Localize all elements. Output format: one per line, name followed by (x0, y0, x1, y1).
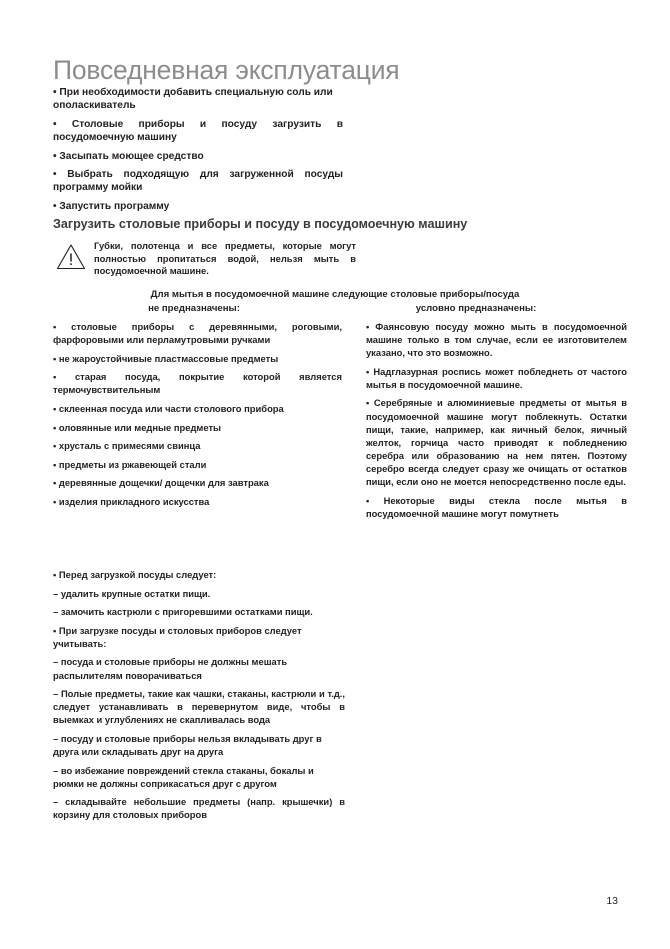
list-item: • Надглазурная роспись может побледнеть от частого мытья в посудомоечной машине. (365, 365, 627, 390)
list-item: • не жароустойчивые пластмассовые предметы (53, 352, 279, 364)
list-item: • хрусталь с примесями свинца (53, 440, 201, 452)
list-item: – посуду и столовые приборы нельзя вкладывать друг в друга или складывать друг на друга (53, 732, 322, 758)
section-heading: Загрузить столовые приборы и посуду в посудомоечную машину (53, 217, 468, 231)
loading-notes-block (53, 568, 345, 827)
page-number: 13 (606, 895, 618, 907)
list-item: – удалить крупные остатки пищи. (53, 587, 211, 599)
comparison-columns (53, 320, 627, 525)
list-item: • Перед загрузкой посуды следует: (53, 569, 217, 580)
table-column-headers (53, 303, 617, 314)
list-item: – замочить кастрюли с пригоревшими остатками пищи. (53, 606, 313, 618)
table-main-header: Для мытья в посудомоечной машине следующие столовые приборы/посуда (150, 289, 520, 300)
list-item: • Выбрать подходящую для загруженной посуды программу мойки (53, 169, 343, 194)
list-item: • столовые приборы с деревянными, роговыми, фарфоровыми или перламутровыми ручками (53, 321, 342, 346)
list-item: • При необходимости добавить специальную соль или ополаскиватель (53, 87, 333, 112)
warning-triangle-icon (56, 243, 86, 270)
column-conditionally-suitable (366, 320, 627, 525)
list-item: • Засыпать моющее средство (53, 150, 204, 162)
warning-note-text: Губки, полотенца и все предметы, которые могут полностью пропитаться водой, нельзя мыть в посудомоечной машине. (94, 240, 356, 277)
list-item: • Запустить программу (53, 200, 170, 212)
warning-note (56, 240, 356, 278)
list-item: • При загрузке посуды и столовых приборов следует учитывать: (53, 624, 302, 649)
list-item: • Фаянсовую посуду можно мыть в посудомоечной машине только в том случае, если ее изготовителем указано, что это возможно. (365, 321, 627, 359)
list-item: – Полые предметы, такие как чашки, стаканы, кастрюли и т.д., следует устанавливать в перевернутом виде, чтобы в выемках и углублениях не скапливалась вода (53, 688, 345, 726)
list-item: • Серебряные и алюминиевые предметы от мытья в посудомоечной машине могут поблекнуть. Остатки пищи, такие, например, как яичный белок, яичный желток, горчица часто приводят к побледнению серебра или образованию на нем пятен. Поэтому серебро всегда следует сразу же очищать от остатков пищи, если оно не моется непосредственно после еды. (365, 397, 627, 488)
column-header-not-suitable: не предназначены: (148, 303, 240, 314)
list-item: • склеенная посуда или части столового прибора (53, 402, 284, 414)
list-item: • старая посуда, покрытие которой является термочувствительным (53, 371, 342, 396)
list-item: – посуда и столовые приборы не должны мешать распылителям поворачиваться (53, 656, 288, 681)
list-item: – во избежание повреждений стекла стаканы, бокалы и рюмки не должны соприкасаться друг с другом (53, 764, 314, 789)
column-header-conditionally-suitable: условно предназначены: (415, 303, 537, 314)
list-item: • Столовые приборы и посуду загрузить в посудомоечную машину (53, 118, 343, 144)
list-item: • Некоторые виды стекла после мытья в посудомоечной машине могут помутнеть (365, 494, 627, 519)
list-item: – складывайте небольшие предметы (напр. крышечки) в корзину для столовых приборов (53, 796, 345, 821)
page-title: Повседневная эксплуатация (53, 55, 400, 85)
list-item: • деревянные дощечки/ дощечки для завтрака (53, 477, 269, 489)
list-item: • предметы из ржавеющей стали (53, 458, 207, 470)
list-item: • изделия прикладного искусства (53, 495, 210, 507)
column-not-suitable (53, 320, 342, 525)
intro-steps-list (53, 86, 343, 218)
list-item: • оловянные или медные предметы (53, 421, 222, 433)
